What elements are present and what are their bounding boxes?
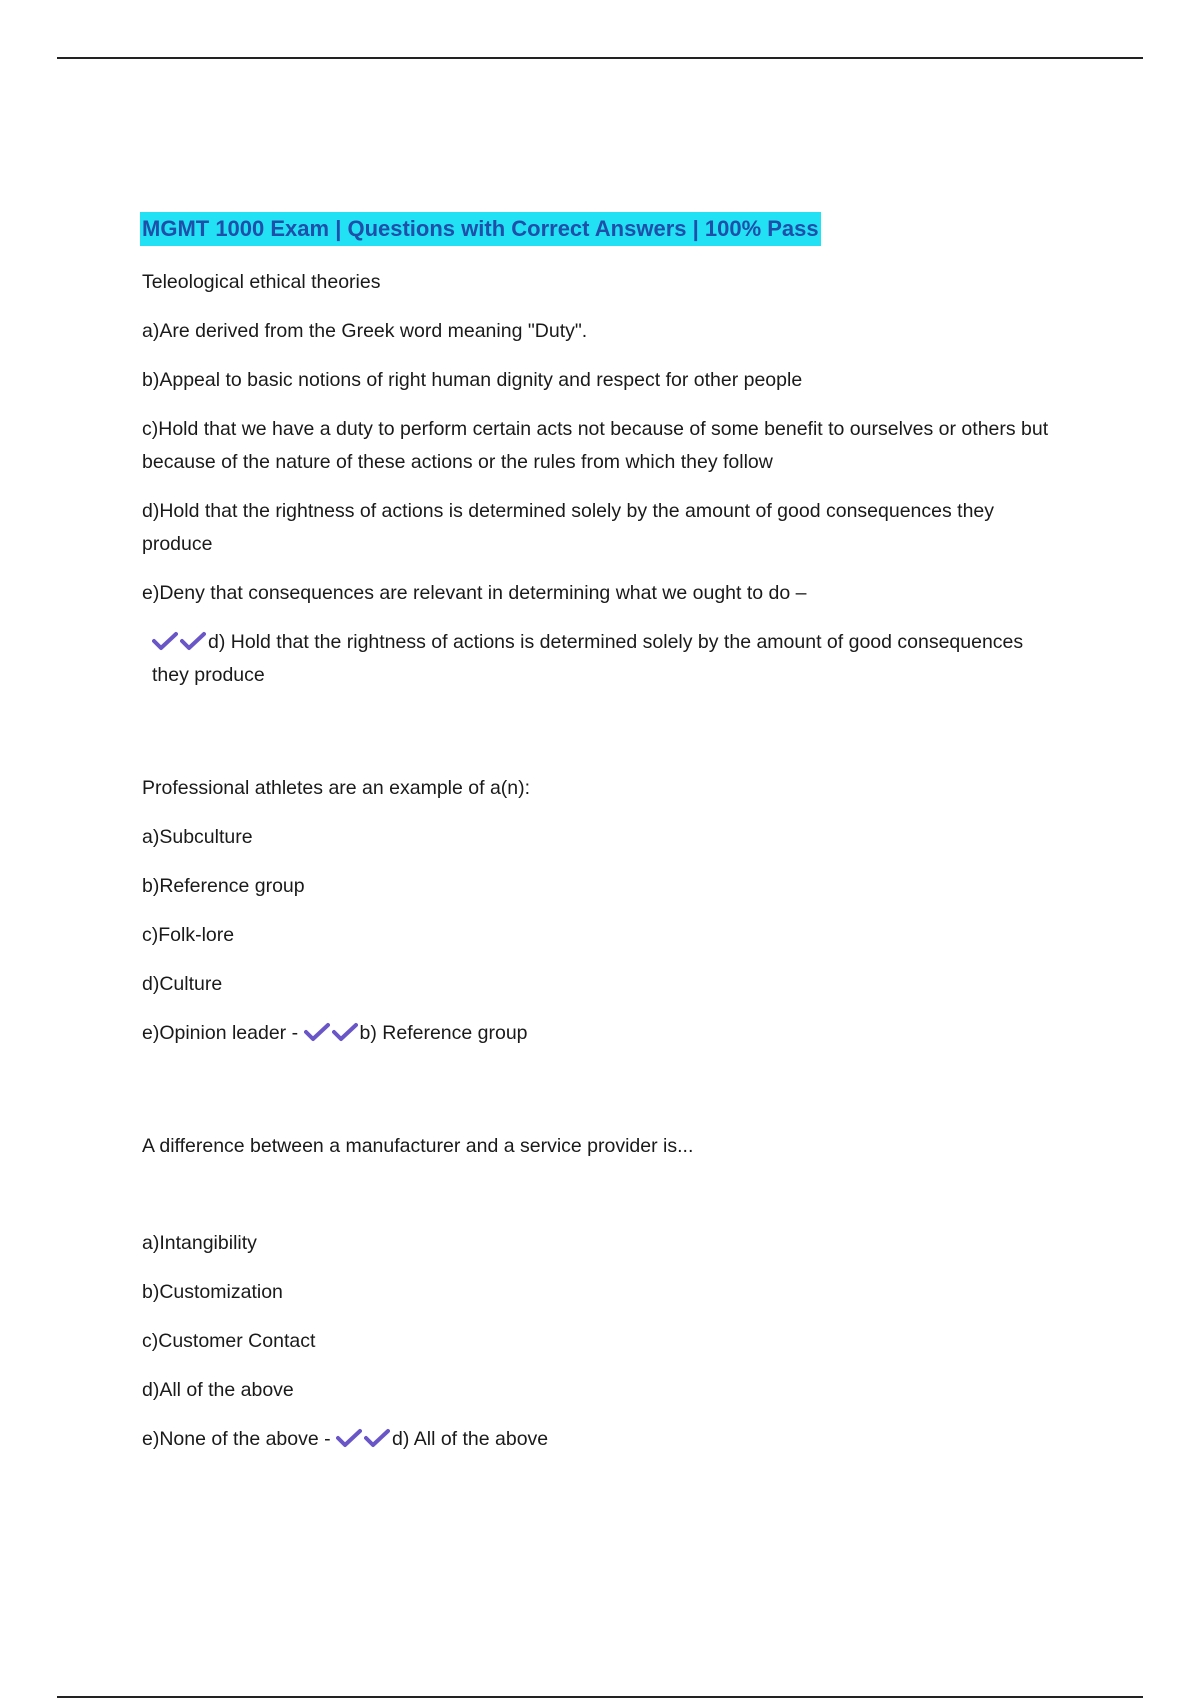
question-3 bbox=[142, 1130, 1062, 1456]
document-title: MGMT 1000 Exam | Questions with Correct Answers | 100% Pass bbox=[140, 212, 821, 246]
question-1 bbox=[142, 266, 1062, 692]
question-3-option-a: a)Intangibility bbox=[142, 1232, 257, 1254]
document-body bbox=[142, 212, 1062, 1472]
question-1-prompt: Teleological ethical theories bbox=[142, 271, 381, 293]
question-1-option-e: e)Deny that consequences are relevant in determining what we ought to do – bbox=[142, 582, 807, 604]
question-1-option-c: c)Hold that we have a duty to perform certain acts not because of some benefit to ourselves or others but because of the nature of these actions or the rules from which they follow bbox=[142, 418, 1049, 473]
question-3-option-d: d)All of the above bbox=[142, 1379, 294, 1401]
question-3-option-b: b)Customization bbox=[142, 1281, 283, 1303]
question-3-answer-text: d) All of the above bbox=[392, 1428, 549, 1450]
question-2-prompt: Professional athletes are an example of a(n): bbox=[142, 777, 531, 799]
question-2-option-b: b)Reference group bbox=[142, 875, 305, 897]
checkmark-icon bbox=[332, 1022, 358, 1042]
question-2-option-e: e)Opinion leader - bbox=[142, 1022, 299, 1044]
answer-checkmarks bbox=[304, 1017, 360, 1050]
question-3-option-c: c)Customer Contact bbox=[142, 1330, 316, 1352]
question-3-answer bbox=[142, 1423, 1062, 1456]
answer-checkmarks bbox=[336, 1423, 392, 1456]
checkmark-icon bbox=[152, 631, 178, 651]
question-3-prompt: A difference between a manufacturer and a service provider is... bbox=[142, 1135, 694, 1157]
question-2 bbox=[142, 772, 1062, 1050]
checkmark-icon bbox=[304, 1022, 330, 1042]
question-2-answer-text: b) Reference group bbox=[359, 1022, 528, 1044]
answer-checkmarks bbox=[152, 626, 208, 659]
checkmark-icon bbox=[180, 631, 206, 651]
question-1-answer-text: d) Hold that the rightness of actions is determined solely by the amount of good consequences they produce bbox=[152, 631, 1024, 686]
question-2-answer bbox=[142, 1017, 1062, 1050]
question-1-answer bbox=[142, 626, 1062, 692]
question-1-option-d: d)Hold that the rightness of actions is determined solely by the amount of good consequences they produce bbox=[142, 500, 995, 555]
question-2-option-a: a)Subculture bbox=[142, 826, 253, 848]
checkmark-icon bbox=[364, 1428, 390, 1448]
question-1-option-b: b)Appeal to basic notions of right human dignity and respect for other people bbox=[142, 369, 803, 391]
checkmark-icon bbox=[336, 1428, 362, 1448]
bottom-rule bbox=[57, 1696, 1143, 1698]
top-rule bbox=[57, 57, 1143, 59]
question-1-option-a: a)Are derived from the Greek word meaning "Duty". bbox=[142, 320, 588, 342]
question-2-option-c: c)Folk-lore bbox=[142, 924, 235, 946]
question-3-option-e: e)None of the above - bbox=[142, 1428, 331, 1450]
question-2-option-d: d)Culture bbox=[142, 973, 223, 995]
